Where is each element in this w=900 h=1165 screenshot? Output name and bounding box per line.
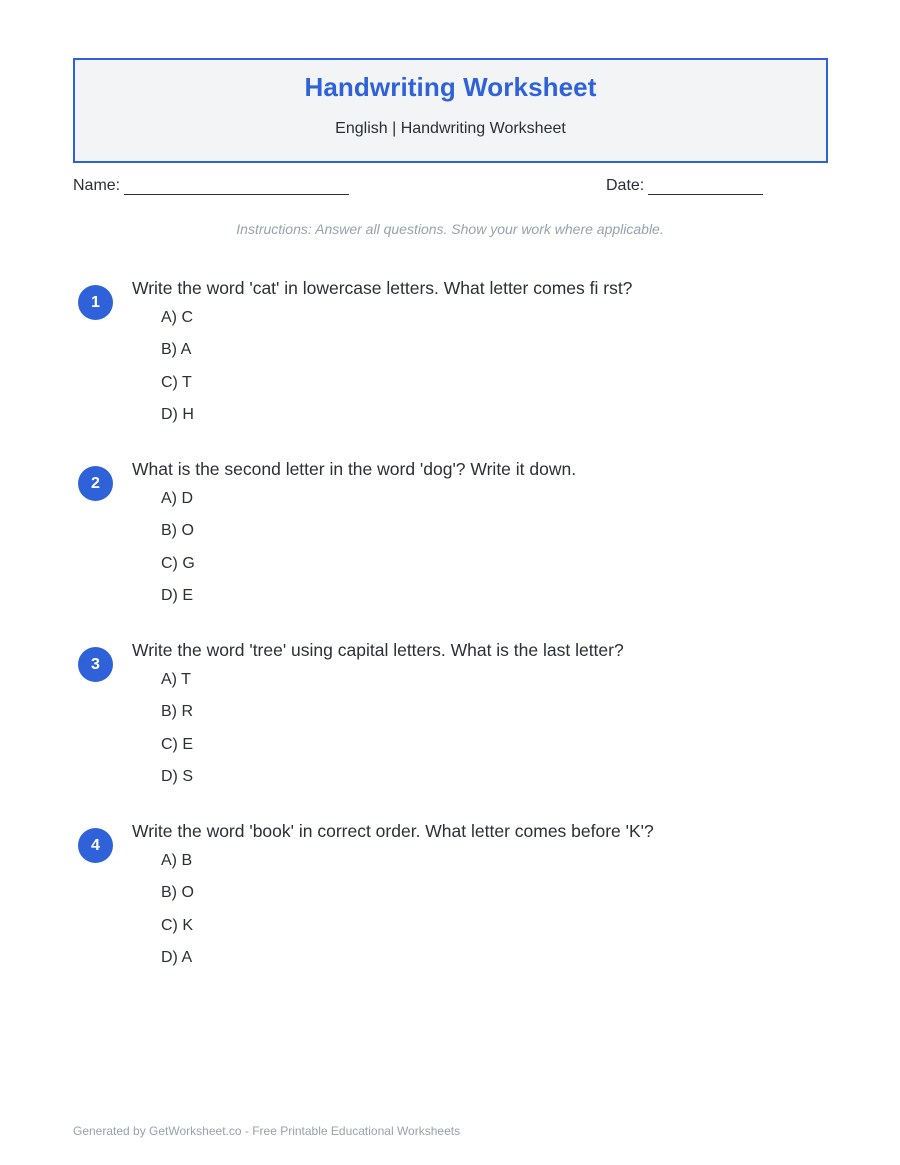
name-field	[73, 177, 349, 195]
date-field	[606, 177, 763, 195]
name-blank-line[interactable]	[124, 180, 349, 195]
question-number-badge: 4	[78, 828, 113, 863]
answer-option[interactable]: C) G	[161, 554, 195, 572]
date-label: Date:	[606, 177, 645, 194]
answer-option[interactable]: A) C	[161, 309, 193, 326]
worksheet-header	[73, 58, 828, 163]
answer-options	[161, 489, 195, 618]
question-text: Write the word 'tree' using capital letters. What is the last letter?	[132, 640, 624, 660]
answer-option[interactable]: C) K	[161, 916, 193, 934]
answer-option[interactable]: C) T	[161, 373, 192, 391]
question-text: What is the second letter in the word 'dog'? Write it down.	[132, 459, 577, 479]
answer-option[interactable]: D) H	[161, 405, 194, 423]
page-title: Handwriting Worksheet	[304, 72, 597, 102]
date-blank-line[interactable]	[648, 180, 763, 195]
question-number-badge: 1	[78, 285, 113, 320]
question-number-badge: 3	[78, 647, 113, 682]
question-text: Write the word 'book' in correct order. What letter comes before 'K'?	[132, 821, 654, 841]
question-number-badge: 2	[78, 466, 113, 501]
answer-option[interactable]: D) S	[161, 767, 193, 785]
footer-credit: Generated by GetWorksheet.co - Free Printable Educational Worksheets	[73, 1124, 461, 1138]
name-label: Name:	[73, 177, 121, 194]
answer-options	[161, 851, 194, 980]
answer-option[interactable]: D) A	[161, 948, 193, 966]
question-text: Write the word 'cat' in lowercase letters. What letter comes fi rst?	[132, 278, 633, 298]
answer-options	[161, 308, 194, 437]
answer-option[interactable]: D) E	[161, 586, 193, 604]
answer-option[interactable]: B) A	[161, 341, 192, 359]
answer-option[interactable]: C) E	[161, 735, 193, 753]
answer-option[interactable]: B) R	[161, 703, 193, 721]
page-subtitle: English | Handwriting Worksheet	[335, 120, 566, 137]
answer-option[interactable]: A) B	[161, 852, 193, 869]
answer-option[interactable]: A) T	[161, 671, 191, 688]
answer-options	[161, 670, 193, 799]
instructions-text: Instructions: Answer all questions. Show your work where applicable.	[236, 221, 664, 237]
answer-option[interactable]: B) O	[161, 884, 194, 902]
answer-option[interactable]: A) D	[161, 490, 193, 507]
answer-option[interactable]: B) O	[161, 522, 194, 540]
